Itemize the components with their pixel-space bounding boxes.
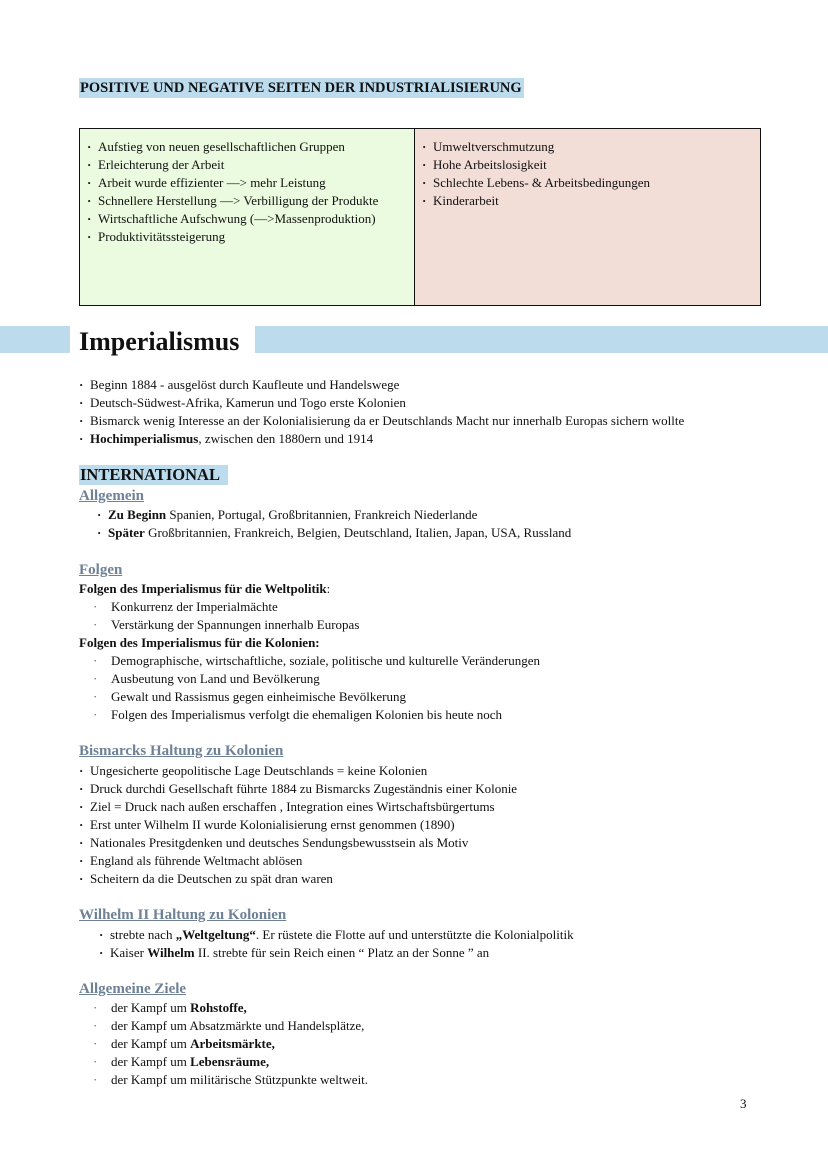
list-item: · England als führende Weltmacht ablösen <box>79 852 799 870</box>
list-item: · Beginn 1884 - ausgelöst durch Kaufleute und Handelswege <box>79 376 799 394</box>
list-item <box>79 1053 799 1071</box>
label-colon: : <box>326 581 331 596</box>
list-item: · der Kampf um militärische Stützpunkte weltweit. <box>79 1071 799 1089</box>
wilhelm-heading: Wilhelm II Haltung zu Kolonien <box>79 907 287 923</box>
bold-term: Lebensräume, <box>190 1054 270 1069</box>
pros-column <box>80 129 415 305</box>
list-item <box>79 430 799 448</box>
page-number: 3 <box>740 1096 747 1111</box>
bold-term: „Weltgeltung“ <box>175 927 256 942</box>
cons-column <box>415 129 760 305</box>
label-text: Folgen des Imperialismus für die Weltpolitik <box>79 581 327 596</box>
list-item <box>97 524 797 542</box>
wilhelm-list <box>99 926 799 962</box>
list-text: Spanien, Portugal, Großbritannien, Frankreich Niederlande <box>166 507 478 522</box>
list-item <box>99 926 799 944</box>
con-item: · Schlechte Lebens- & Arbeitsbedingungen <box>422 174 754 192</box>
list-item: · Erst unter Wilhelm II wurde Kolonialisierung ernst genommen (1890) <box>79 816 799 834</box>
list-item <box>97 506 797 524</box>
list-item <box>79 1035 799 1053</box>
imperialismus-heading: Imperialismus <box>79 327 240 356</box>
bold-term: Wilhelm <box>147 945 195 960</box>
imperialismus-list <box>79 376 799 448</box>
list-text: Großbritannien, Frankreich, Belgien, Deutschland, Italien, Japan, USA, Russland <box>144 525 572 540</box>
list-text: . Er rüstete die Flotte auf und unterstützte die Kolonialpolitik <box>255 927 574 942</box>
pro-item: · Schnellere Herstellung —> Verbilligung der Produkte <box>87 192 408 210</box>
list-text: der Kampf um <box>111 1054 191 1069</box>
list-item: · Deutsch-Südwest-Afrika, Kamerun und Togo erste Kolonien <box>79 394 799 412</box>
bold-term: Rohstoffe, <box>190 1000 247 1015</box>
bismarck-heading: Bismarcks Haltung zu Kolonien <box>79 743 284 759</box>
list-text: der Kampf um <box>111 1000 191 1015</box>
hochimperialismus-term: Hochimperialismus <box>90 431 199 446</box>
list-text: II. strebte für sein Reich einen “ Platz an der Sonne ” an <box>194 945 490 960</box>
list-item: · der Kampf um Absatzmärkte und Handelsplätze, <box>79 1017 799 1035</box>
list-text: strebte nach <box>110 927 176 942</box>
kolonien-label: Folgen des Imperialismus für die Kolonien: <box>79 635 320 650</box>
pro-item: · Erleichterung der Arbeit <box>87 156 408 174</box>
list-item: · Ziel = Druck nach außen erschaffen , Integration eines Wirtschaftsbürgertums <box>79 798 799 816</box>
list-item: · Demographische, wirtschaftliche, soziale, politische und kulturelle Veränderungen <box>79 652 799 670</box>
allgemein-heading: Allgemein <box>79 488 144 504</box>
list-item: · Bismarck wenig Interesse an der Kolonialisierung da er Deutschlands Macht nur innerhalb Europas sichern wollte <box>79 412 799 430</box>
list-item: · Scheitern da die Deutschen zu spät dran waren <box>79 870 799 888</box>
list-item: · Folgen des Imperialismus verfolgt die ehemaligen Kolonien bis heute noch <box>79 706 799 724</box>
international-heading: INTERNATIONAL <box>79 465 228 485</box>
list-item: · Druck durchdi Gesellschaft führte 1884 zu Bismarcks Zugeständnis einer Kolonie <box>79 780 799 798</box>
bold-term: Später <box>108 525 145 540</box>
weltpolitik-label <box>79 580 330 598</box>
ziele-heading: Allgemeine Ziele <box>79 981 187 997</box>
list-item <box>99 944 799 962</box>
list-item: · Nationales Presitgdenken und deutsches Sendungsbewusstsein als Motiv <box>79 834 799 852</box>
heading-band-left <box>0 326 70 353</box>
pro-item: · Aufstieg von neuen gesellschaftlichen Gruppen <box>87 138 408 156</box>
pros-cons-table <box>79 128 761 306</box>
con-item: · Hohe Arbeitslosigkeit <box>422 156 754 174</box>
list-text: der Kampf um <box>111 1036 191 1051</box>
list-item <box>79 999 799 1017</box>
list-item: · Ausbeutung von Land und Bevölkerung <box>79 670 799 688</box>
heading-band-right <box>255 326 828 353</box>
bold-term: Zu Beginn <box>108 507 167 522</box>
list-item: · Gewalt und Rassismus gegen einheimische Bevölkerung <box>79 688 799 706</box>
hochimperialismus-text: , zwischen den 1880ern und 1914 <box>198 431 374 446</box>
list-item: · Konkurrenz der Imperialmächte <box>79 598 799 616</box>
ziele-list <box>79 999 799 1089</box>
allgemein-list <box>97 506 797 542</box>
con-item: · Kinderarbeit <box>422 192 754 210</box>
list-item: · Verstärkung der Spannungen innerhalb Europas <box>79 616 799 634</box>
pro-item: · Produktivitätssteigerung <box>87 228 408 246</box>
folgen-heading: Folgen <box>79 562 123 578</box>
page-title: POSITIVE UND NEGATIVE SEITEN DER INDUSTRIALISIERUNG <box>80 80 522 96</box>
pro-item: · Arbeit wurde effizienter —> mehr Leistung <box>87 174 408 192</box>
kolonien-list <box>79 652 799 724</box>
con-item: · Umweltverschmutzung <box>422 138 754 156</box>
list-text: Kaiser <box>110 945 148 960</box>
weltpolitik-list <box>79 598 799 634</box>
bismarck-list <box>79 762 799 888</box>
list-item: · Ungesicherte geopolitische Lage Deutschlands = keine Kolonien <box>79 762 799 780</box>
pro-item: · Wirtschaftliche Aufschwung (—>Massenproduktion) <box>87 210 408 228</box>
bold-term: Arbeitsmärkte, <box>190 1036 275 1051</box>
